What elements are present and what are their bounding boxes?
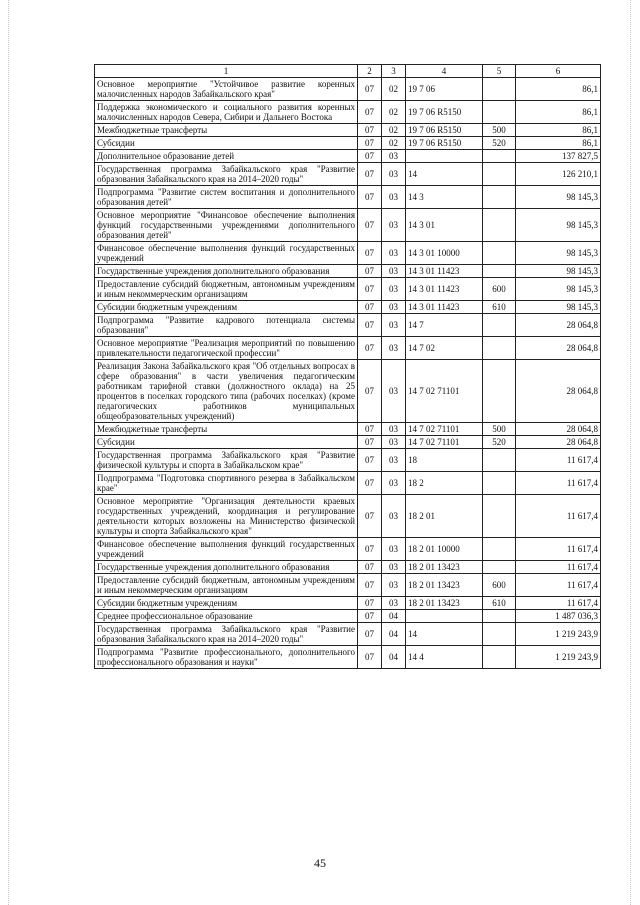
budget-table xyxy=(94,64,601,669)
row-expense-type-cell: 600 xyxy=(483,574,516,597)
row-subsection-cell: 02 xyxy=(382,101,406,124)
row-name-cell: Субсидии xyxy=(95,436,358,449)
row-section-cell: 07 xyxy=(358,360,382,423)
row-section-cell: 07 xyxy=(358,597,382,610)
column-header: 6 xyxy=(516,65,601,78)
row-name-cell: Государственная программа Забайкальского края "Развитие физической культуры и спорта в Забайкальском крае" xyxy=(95,449,358,472)
row-name-cell: Субсидии xyxy=(95,137,358,150)
row-amount-cell: 1 219 243,9 xyxy=(516,623,601,646)
table-row xyxy=(95,78,601,101)
row-subsection-cell: 04 xyxy=(382,646,406,669)
row-expense-type-cell xyxy=(483,101,516,124)
row-amount-cell: 98 145,3 xyxy=(516,242,601,265)
row-name-cell: Предоставление субсидий бюджетным, автономным учреждениям и иным некоммерческим организациям xyxy=(95,278,358,301)
row-name-cell: Основное мероприятие "Финансовое обеспечение выполнения функций государственными учреждениями дополнительного образования детей" xyxy=(95,209,358,242)
row-subsection-cell: 03 xyxy=(382,150,406,163)
row-name-cell: Субсидии бюджетным учреждениям xyxy=(95,597,358,610)
row-amount-cell: 11 617,4 xyxy=(516,561,601,574)
row-name-cell: Государственная программа Забайкальского края "Развитие образования Забайкальского края на 2014–2020 годы" xyxy=(95,163,358,186)
row-expense-type-cell: 610 xyxy=(483,597,516,610)
row-name-cell: Основное мероприятие "Устойчивое развитие коренных малочисленных народов Забайкальского края" xyxy=(95,78,358,101)
row-amount-cell: 86,1 xyxy=(516,124,601,137)
row-name-cell: Подпрограмма "Развитие систем воспитания и дополнительного образования детей" xyxy=(95,186,358,209)
row-amount-cell: 11 617,4 xyxy=(516,597,601,610)
table-row xyxy=(95,561,601,574)
row-expense-type-cell xyxy=(483,186,516,209)
row-expense-type-cell xyxy=(483,495,516,538)
row-expense-type-cell xyxy=(483,646,516,669)
row-subsection-cell: 03 xyxy=(382,301,406,314)
row-amount-cell: 28 064,8 xyxy=(516,360,601,423)
row-amount-cell: 137 827,5 xyxy=(516,150,601,163)
row-expense-type-cell: 520 xyxy=(483,137,516,150)
row-section-cell: 07 xyxy=(358,314,382,337)
row-expense-type-cell: 500 xyxy=(483,124,516,137)
row-subsection-cell: 04 xyxy=(382,623,406,646)
row-name-cell: Финансовое обеспечение выполнения функций государственных учреждений xyxy=(95,242,358,265)
row-expense-type-cell xyxy=(483,610,516,623)
row-target-article-cell xyxy=(406,610,483,623)
row-subsection-cell: 02 xyxy=(382,78,406,101)
row-name-cell: Дополнительное образование детей xyxy=(95,150,358,163)
row-expense-type-cell xyxy=(483,561,516,574)
row-expense-type-cell xyxy=(483,449,516,472)
table-row xyxy=(95,278,601,301)
row-target-article-cell: 14 3 01 11423 xyxy=(406,278,483,301)
row-target-article-cell xyxy=(406,150,483,163)
column-header: 5 xyxy=(483,65,516,78)
row-subsection-cell: 03 xyxy=(382,186,406,209)
row-amount-cell: 98 145,3 xyxy=(516,278,601,301)
row-section-cell: 07 xyxy=(358,610,382,623)
row-amount-cell: 11 617,4 xyxy=(516,538,601,561)
row-name-cell: Поддержка экономического и социального развития коренных малочисленных народов Севера, Сибири и Дальнего Востока xyxy=(95,101,358,124)
table-row xyxy=(95,610,601,623)
table-header-row xyxy=(95,65,601,78)
row-name-cell: Государственные учреждения дополнительного образования xyxy=(95,265,358,278)
row-amount-cell: 86,1 xyxy=(516,101,601,124)
row-target-article-cell: 18 xyxy=(406,449,483,472)
row-target-article-cell: 14 7 02 71101 xyxy=(406,360,483,423)
row-subsection-cell: 03 xyxy=(382,597,406,610)
row-subsection-cell: 03 xyxy=(382,561,406,574)
row-section-cell: 07 xyxy=(358,646,382,669)
row-amount-cell: 11 617,4 xyxy=(516,472,601,495)
row-subsection-cell: 04 xyxy=(382,610,406,623)
row-section-cell: 07 xyxy=(358,186,382,209)
row-section-cell: 07 xyxy=(358,124,382,137)
row-section-cell: 07 xyxy=(358,472,382,495)
row-target-article-cell: 14 xyxy=(406,163,483,186)
table-row xyxy=(95,137,601,150)
row-section-cell: 07 xyxy=(358,574,382,597)
table-row xyxy=(95,301,601,314)
row-subsection-cell: 03 xyxy=(382,163,406,186)
row-expense-type-cell xyxy=(483,209,516,242)
row-target-article-cell: 14 3 01 10000 xyxy=(406,242,483,265)
row-section-cell: 07 xyxy=(358,209,382,242)
table-row xyxy=(95,242,601,265)
row-target-article-cell: 18 2 01 13423 xyxy=(406,561,483,574)
row-section-cell: 07 xyxy=(358,242,382,265)
table-row xyxy=(95,495,601,538)
row-section-cell: 07 xyxy=(358,337,382,360)
table-row xyxy=(95,436,601,449)
row-target-article-cell: 14 3 01 11423 xyxy=(406,265,483,278)
table-row xyxy=(95,472,601,495)
row-amount-cell: 28 064,8 xyxy=(516,314,601,337)
row-subsection-cell: 03 xyxy=(382,278,406,301)
table-row xyxy=(95,646,601,669)
row-expense-type-cell xyxy=(483,337,516,360)
row-section-cell: 07 xyxy=(358,436,382,449)
row-target-article-cell: 14 7 02 xyxy=(406,337,483,360)
row-expense-type-cell: 520 xyxy=(483,436,516,449)
row-subsection-cell: 03 xyxy=(382,574,406,597)
row-target-article-cell: 14 7 xyxy=(406,314,483,337)
row-subsection-cell: 02 xyxy=(382,137,406,150)
row-name-cell: Предоставление субсидий бюджетным, автономным учреждениям и иным некоммерческим организациям xyxy=(95,574,358,597)
row-section-cell: 07 xyxy=(358,150,382,163)
row-subsection-cell: 03 xyxy=(382,360,406,423)
row-amount-cell: 98 145,3 xyxy=(516,265,601,278)
row-expense-type-cell xyxy=(483,472,516,495)
column-header: 3 xyxy=(382,65,406,78)
row-name-cell: Государственная программа Забайкальского края "Развитие образования Забайкальского края на 2014–2020 годы" xyxy=(95,623,358,646)
row-amount-cell: 98 145,3 xyxy=(516,186,601,209)
row-amount-cell: 98 145,3 xyxy=(516,209,601,242)
row-amount-cell: 1 219 243,9 xyxy=(516,646,601,669)
row-target-article-cell: 14 7 02 71101 xyxy=(406,436,483,449)
row-expense-type-cell: 600 xyxy=(483,278,516,301)
row-section-cell: 07 xyxy=(358,561,382,574)
table-row xyxy=(95,574,601,597)
page-number: 45 xyxy=(314,856,326,870)
row-subsection-cell: 03 xyxy=(382,209,406,242)
row-section-cell: 07 xyxy=(358,101,382,124)
row-subsection-cell: 02 xyxy=(382,124,406,137)
row-target-article-cell: 19 7 06 R5150 xyxy=(406,101,483,124)
row-subsection-cell: 03 xyxy=(382,538,406,561)
row-name-cell: Реализация Закона Забайкальского края "Об отдельных вопросах в сфере образования" в части увеличения педагогическим работникам тарифной ставки (должностного оклада) на 25 процентов в поселках городского типа (рабочих поселках) (кроме педагогических работников муниципальных общеобразовательных учреждений) xyxy=(95,360,358,423)
row-name-cell: Среднее профессиональное образование xyxy=(95,610,358,623)
row-target-article-cell: 14 3 01 xyxy=(406,209,483,242)
row-name-cell: Финансовое обеспечение выполнения функций государственных учреждений xyxy=(95,538,358,561)
row-target-article-cell: 18 2 01 xyxy=(406,495,483,538)
column-header: 4 xyxy=(406,65,483,78)
row-target-article-cell: 19 7 06 R5150 xyxy=(406,137,483,150)
row-expense-type-cell xyxy=(483,242,516,265)
row-subsection-cell: 03 xyxy=(382,337,406,360)
row-section-cell: 07 xyxy=(358,163,382,186)
table-row xyxy=(95,163,601,186)
row-expense-type-cell xyxy=(483,150,516,163)
row-section-cell: 07 xyxy=(358,538,382,561)
row-expense-type-cell xyxy=(483,78,516,101)
table-row xyxy=(95,101,601,124)
table-row xyxy=(95,265,601,278)
row-subsection-cell: 03 xyxy=(382,423,406,436)
row-amount-cell: 1 487 036,3 xyxy=(516,610,601,623)
row-subsection-cell: 03 xyxy=(382,436,406,449)
table-row xyxy=(95,538,601,561)
column-header: 2 xyxy=(358,65,382,78)
table-row xyxy=(95,360,601,423)
scan-margin-right xyxy=(630,0,631,905)
table-row xyxy=(95,623,601,646)
row-section-cell: 07 xyxy=(358,278,382,301)
row-amount-cell: 11 617,4 xyxy=(516,574,601,597)
row-section-cell: 07 xyxy=(358,449,382,472)
row-name-cell: Подпрограмма "Развитие кадрового потенциала системы образования" xyxy=(95,314,358,337)
table-row xyxy=(95,186,601,209)
row-target-article-cell: 18 2 01 10000 xyxy=(406,538,483,561)
row-target-article-cell: 18 2 01 13423 xyxy=(406,597,483,610)
row-amount-cell: 98 145,3 xyxy=(516,301,601,314)
table-row xyxy=(95,124,601,137)
row-name-cell: Межбюджетные трансферты xyxy=(95,124,358,137)
table-row xyxy=(95,337,601,360)
row-expense-type-cell xyxy=(483,265,516,278)
row-section-cell: 07 xyxy=(358,423,382,436)
row-subsection-cell: 03 xyxy=(382,495,406,538)
row-target-article-cell: 18 2 xyxy=(406,472,483,495)
row-name-cell: Государственные учреждения дополнительного образования xyxy=(95,561,358,574)
row-expense-type-cell xyxy=(483,163,516,186)
table-row xyxy=(95,150,601,163)
row-amount-cell: 86,1 xyxy=(516,78,601,101)
row-section-cell: 07 xyxy=(358,137,382,150)
row-subsection-cell: 03 xyxy=(382,449,406,472)
row-expense-type-cell xyxy=(483,538,516,561)
table-row xyxy=(95,449,601,472)
row-section-cell: 07 xyxy=(358,623,382,646)
row-subsection-cell: 03 xyxy=(382,265,406,278)
row-expense-type-cell xyxy=(483,314,516,337)
row-amount-cell: 126 210,1 xyxy=(516,163,601,186)
row-target-article-cell: 14 3 xyxy=(406,186,483,209)
row-expense-type-cell xyxy=(483,623,516,646)
row-subsection-cell: 03 xyxy=(382,472,406,495)
row-amount-cell: 28 064,8 xyxy=(516,436,601,449)
row-section-cell: 07 xyxy=(358,78,382,101)
table-row xyxy=(95,597,601,610)
table-row xyxy=(95,423,601,436)
row-subsection-cell: 03 xyxy=(382,242,406,265)
row-target-article-cell: 14 3 01 11423 xyxy=(406,301,483,314)
row-target-article-cell: 18 2 01 13423 xyxy=(406,574,483,597)
row-subsection-cell: 03 xyxy=(382,314,406,337)
row-name-cell: Межбюджетные трансферты xyxy=(95,423,358,436)
row-expense-type-cell: 500 xyxy=(483,423,516,436)
row-name-cell: Субсидии бюджетным учреждениям xyxy=(95,301,358,314)
row-target-article-cell: 19 7 06 R5150 xyxy=(406,124,483,137)
column-header: 1 xyxy=(95,65,358,78)
row-section-cell: 07 xyxy=(358,265,382,278)
row-amount-cell: 11 617,4 xyxy=(516,449,601,472)
row-name-cell: Основное мероприятие "Организация деятельности краевых государственных учреждений, координация и регулирование деятельности которых возложены на Министерство физической культуры и спорта Забайкальского края" xyxy=(95,495,358,538)
row-name-cell: Основное мероприятие "Реализация мероприятий по повышению привлекательности педагогической профессии" xyxy=(95,337,358,360)
row-amount-cell: 11 617,4 xyxy=(516,495,601,538)
row-target-article-cell: 19 7 06 xyxy=(406,78,483,101)
row-name-cell: Подпрограмма "Развитие профессионального, дополнительного профессионального образования и науки" xyxy=(95,646,358,669)
row-amount-cell: 28 064,8 xyxy=(516,337,601,360)
row-section-cell: 07 xyxy=(358,301,382,314)
row-expense-type-cell xyxy=(483,360,516,423)
row-name-cell: Подпрограмма "Подготовка спортивного резерва в Забайкальском крае" xyxy=(95,472,358,495)
row-section-cell: 07 xyxy=(358,495,382,538)
row-expense-type-cell: 610 xyxy=(483,301,516,314)
row-target-article-cell: 14 xyxy=(406,623,483,646)
table-row xyxy=(95,314,601,337)
row-amount-cell: 28 064,8 xyxy=(516,423,601,436)
row-amount-cell: 86,1 xyxy=(516,137,601,150)
row-target-article-cell: 14 7 02 71101 xyxy=(406,423,483,436)
scan-margin-left xyxy=(8,0,9,905)
row-target-article-cell: 14 4 xyxy=(406,646,483,669)
table-row xyxy=(95,209,601,242)
